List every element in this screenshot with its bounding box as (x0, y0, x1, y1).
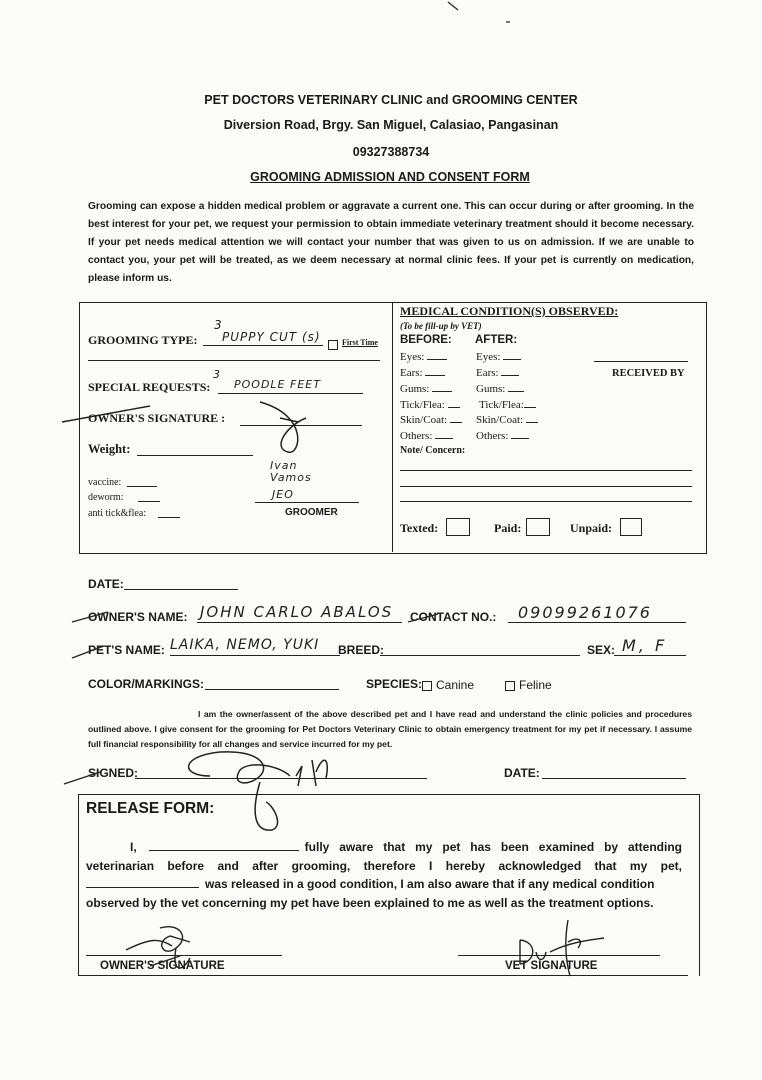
pet-name-label: PET'S NAME: (88, 643, 165, 657)
intro-paragraph: Grooming can expose a hidden medical problem or aggravate a current one. This can occur during or after grooming. In the best interest for your pet, we request your permission to obtain immediate veterinary treatment should it become necessary. If your pet needs medical attention we will contact your number that was given to us on admission. If we are unable to contact you, your pet will be treated, as we deem necessary at normal clinic fees. If your pet is currently on medication, please inform us. (88, 201, 694, 284)
texted-label: Texted: (400, 521, 439, 535)
groomer-initials: JEO (272, 488, 294, 501)
canine-option[interactable]: Canine (422, 678, 474, 692)
before-skincoat: Skin/Coat: (400, 413, 480, 426)
grooming-type-label: GROOMING TYPE: (88, 333, 198, 347)
sex-value: M, F (622, 636, 668, 655)
contact-label: CONTACT NO.: (410, 610, 497, 624)
clinic-name: PET DOCTORS VETERINARY CLINIC and GROOMING CENTER (204, 93, 578, 107)
note-concern-label: Note/ Concern: (400, 445, 466, 456)
owner-name-value: JOHN CARLO ABALOS (200, 603, 394, 621)
owner-name-label: OWNER'S NAME: (88, 610, 188, 624)
feline-option[interactable]: Feline (505, 678, 552, 692)
after-tickflea: Tick/Flea: (479, 398, 559, 411)
first-time-label: First Time (342, 338, 378, 347)
deworm-label: deworm: (88, 492, 124, 503)
after-label: AFTER: (475, 334, 518, 346)
date-label: DATE: (88, 577, 124, 591)
groomer-label: GROOMER (285, 507, 338, 518)
grooming-type-mark: 3 (214, 318, 223, 332)
weight-label: Weight: (88, 442, 131, 456)
after-skincoat: Skin/Coat: (476, 413, 556, 426)
before-label: BEFORE: (400, 334, 452, 346)
after-gums: Gums: (476, 382, 556, 395)
breed-label: BREED: (338, 643, 385, 657)
before-gums: Gums: (400, 382, 480, 395)
box-divider (392, 302, 393, 552)
owner-signature-caption: OWNER'S SIGNATURE (100, 960, 225, 972)
pet-strike-mark (68, 640, 108, 660)
before-eyes: Eyes: (400, 350, 480, 363)
clinic-phone: 09327388734 (352, 145, 430, 159)
special-requests-value: POODLE FEET (234, 378, 321, 391)
form-title: GROOMING ADMISSION AND CONSENT FORM (250, 170, 530, 184)
color-markings-label: COLOR/MARKINGS: (88, 677, 204, 691)
release-title: RELEASE FORM: (86, 800, 215, 817)
vet-signature-caption: VET SIGNATURE (505, 960, 598, 972)
unpaid-label: Unpaid: (570, 521, 613, 535)
top-marks (440, 0, 520, 30)
contact-value: 09099261076 (518, 603, 652, 622)
before-others: Others: (400, 429, 480, 442)
special-requests-label: SPECIAL REQUESTS: (88, 380, 211, 394)
vaccine-label: vaccine: (88, 477, 122, 488)
sex-label: SEX: (587, 643, 616, 657)
after-ears: Ears: (476, 366, 556, 379)
before-ears: Ears: (400, 366, 480, 379)
release-owner-scribble (120, 918, 220, 978)
received-by-label: RECEIVED BY (612, 368, 685, 379)
strikeout-marks (68, 600, 428, 630)
clinic-address: Diversion Road, Brgy. San Miguel, Calasiao, Pangasinan (223, 118, 559, 132)
pet-name-value: LAIKA, NEMO, YUKI (170, 637, 320, 653)
release-vet-scribble (510, 912, 620, 982)
species-label: SPECIES: (366, 677, 423, 691)
medical-subtitle: (To be fill-up by VET) (400, 321, 482, 331)
after-eyes: Eyes: (476, 350, 556, 363)
after-others: Others: (476, 429, 556, 442)
date2-label: DATE: (504, 766, 540, 780)
unpaid-checkbox[interactable] (620, 518, 642, 536)
medical-title: MEDICAL CONDITION(S) OBSERVED: (400, 304, 619, 318)
owner-signature-label: OWNER'S SIGNATURE : (88, 411, 226, 425)
grooming-type-value: PUPPY CUT (s) (222, 330, 321, 344)
release-paragraph: I, fully aware that my pet has been examined by attending veterinarian before and after grooming, therefore I hereby acknowledged that my pet, was released in a good condition, I am also aware that if any medical condition observed by the vet concerning my pet have been explained to me as well as the treatment options. (86, 840, 682, 910)
paid-label: Paid: (494, 521, 522, 535)
signed-label: SIGNED: (88, 766, 139, 780)
first-time-checkbox[interactable] (328, 336, 342, 354)
groomer-name: Ivan Vamos (270, 459, 312, 484)
consent-paragraph: I am the owner/assent of the above described pet and I have read and understand the clinic policies and procedures outlined above. I give consent for the grooming for Pet Doctors Veterinary Clinic to obtain emergency treatment for my pet if necessary. I assume full financial responsibility for all changes and service incurred for my pet. (88, 709, 692, 749)
special-requests-mark: 3 (213, 368, 221, 381)
before-tickflea: Tick/Flea: (400, 398, 480, 411)
paid-checkbox[interactable] (526, 518, 550, 536)
texted-checkbox[interactable] (446, 518, 470, 536)
antitick-label: anti tick&flea: (88, 508, 147, 519)
